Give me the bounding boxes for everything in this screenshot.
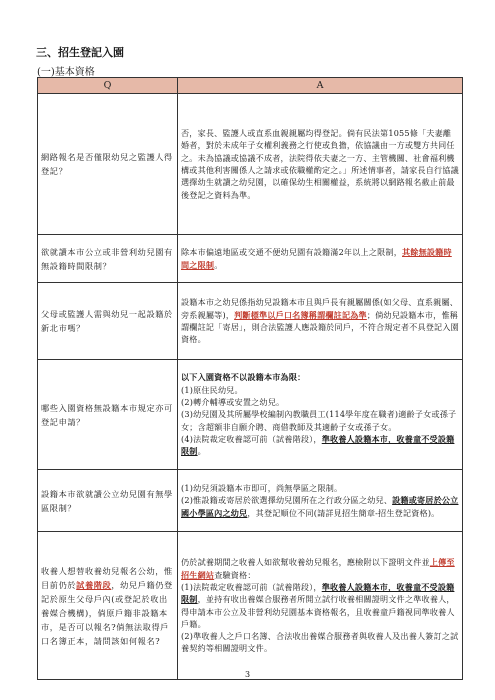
question-cell: 哪些入園資格無設籍本市規定亦可登記申請？ xyxy=(38,360,178,470)
table-row xyxy=(38,360,463,470)
qa-table xyxy=(37,77,463,680)
table-row xyxy=(38,94,463,235)
subsection-heading: (一)基本資格 xyxy=(37,67,95,78)
answer-paragraph xyxy=(181,556,459,581)
answer-intro: 以下入園資格不以設籍本市為限： xyxy=(181,372,306,383)
answer-emphasis: 上傳至招生網站 xyxy=(181,557,455,580)
answer-item: (2)轉介輔導或安置之幼兒。 xyxy=(181,397,285,408)
page-number: 3 xyxy=(244,670,251,679)
answer-cell: 否，家長、監護人或直系血親親屬均得登記。倘有民法第1055條「夫妻離婚者，對於未成年子女權利義務之行使或負擔，依協議由一方或雙方共同任之。未為協議或協議不成者，法院得依夫妻之一方、主管機關、社會福利機構或其他利害關係人之請求或依職權酌定之。」所述情事者，請家長自行協議選擇幼生就讀之幼兒園，以確保幼生相關權益，系統將以網路報名截止前最後登記之資料為準。 xyxy=(178,94,463,235)
answer-text: (1)法院裁定收養認可前（試養階段）， xyxy=(181,581,322,592)
table-row xyxy=(38,283,463,360)
answer-text: 除本市偏遠地區或交通不便幼兒園有設籍滿2年以上之限制， xyxy=(181,247,402,258)
answer-item xyxy=(181,581,459,630)
answer-text: ，其登記順位不同(請詳見招生簡章-招生登記資格)。 xyxy=(247,507,440,518)
table-header-row xyxy=(38,78,463,94)
answer-cell xyxy=(178,470,463,532)
answer-text: (2)惟設籍或寄居於欲選擇幼兒園所在之行政分區之幼兒、 xyxy=(181,495,393,506)
question-text: ，幼兒戶籍仍登記於原生父母戶內(或登記於收出養媒合機構)，倘原戶籍非設籍本市，是否可以報名?倘無法取得戶口名簿正本，請問該如何報名? xyxy=(41,579,173,646)
answer-emphasis: 其餘無設籍時間之限制 xyxy=(181,247,452,270)
answer-cell xyxy=(178,532,463,680)
answer-text: ；倘幼兒設籍本市，惟稱謂欄註記「寄居」，則合法監護人應設籍於同戶，不符合規定者不具登記入園資格。 xyxy=(181,309,459,345)
answer-text: 仍於試養期間之收養人如欲幫收養幼兒報名，應檢附以下證明文件並 xyxy=(181,557,430,568)
question-cell: 父母或監護人需與幼兒一起設籍於新北市嗎？ xyxy=(38,283,178,360)
question-cell: 欲就讀本市公立或非營利幼兒園有無設籍時間限制？ xyxy=(38,235,178,283)
answer-text: 。 xyxy=(214,259,223,270)
answer-text: 查驗資格： xyxy=(214,569,256,580)
section-heading: 三、招生登記入園 xyxy=(36,46,124,59)
question-text: 收養人想替收養幼兒報名公幼，惟目前仍於 xyxy=(41,565,173,590)
answer-emphasis: 準收養人設籍本市，收養童不受設籍限制 xyxy=(181,581,455,605)
answer-emphasis: 準收養人設籍本市，收養童不受設籍限制 xyxy=(181,433,455,457)
answer-text: ，並持有收出養媒合服務者所開立試行收養相關證明文件之準收養人，得申請本市公立及非營利幼兒園基本資格報名，且收養童戶籍視同準收養人戶籍。 xyxy=(181,594,455,629)
answer-text: 。 xyxy=(197,446,206,457)
answer-text: (4)法院裁定收養認可前（試養階段）， xyxy=(181,433,322,444)
question-cell: 設籍本市欲就讀公立幼兒園有無學區限制？ xyxy=(38,470,178,532)
answer-cell xyxy=(178,360,463,470)
question-cell: 網路報名是否僅限幼兒之監護人得登記？ xyxy=(38,94,178,235)
answer-emphasis: 判斷標準以戶口名簿稱謂欄註記為準 xyxy=(234,309,367,320)
answer-item xyxy=(181,433,459,458)
answer-item xyxy=(181,494,459,519)
column-header-q: Q xyxy=(38,78,178,94)
table-row xyxy=(38,532,463,680)
table-row xyxy=(38,470,463,532)
answer-emphasis: 設籍或寄居於公立國小學區內之幼兒 xyxy=(181,495,459,518)
answer-cell xyxy=(178,235,463,283)
answer-item: (1)幼兒須設籍本市即可，尚無學區之限制。 xyxy=(181,483,343,494)
table-row xyxy=(38,235,463,283)
answer-item: (3)幼兒園及其所屬學校編制內教職員工(114學年度在職者)適齡子女或孫子女；含超額非自願介聘、商借教師及其適齡子女或孫子女。 xyxy=(181,409,457,432)
answer-item: (1)原住民幼兒。 xyxy=(181,384,243,395)
question-cell xyxy=(38,532,178,680)
column-header-a: A xyxy=(178,78,463,94)
answer-cell xyxy=(178,283,463,360)
answer-item: (2)準收養人之戶口名簿、合法收出養媒合服務者與收養人及出養人簽訂之試養契約等相關證明文件。 xyxy=(181,631,459,654)
question-emphasis: 試養階段 xyxy=(76,579,112,590)
answer-text: 設籍本市之幼兒係指幼兒設籍本市且與戶長有親屬關係(如父母、直系親屬、旁系親屬等)， xyxy=(181,297,459,320)
